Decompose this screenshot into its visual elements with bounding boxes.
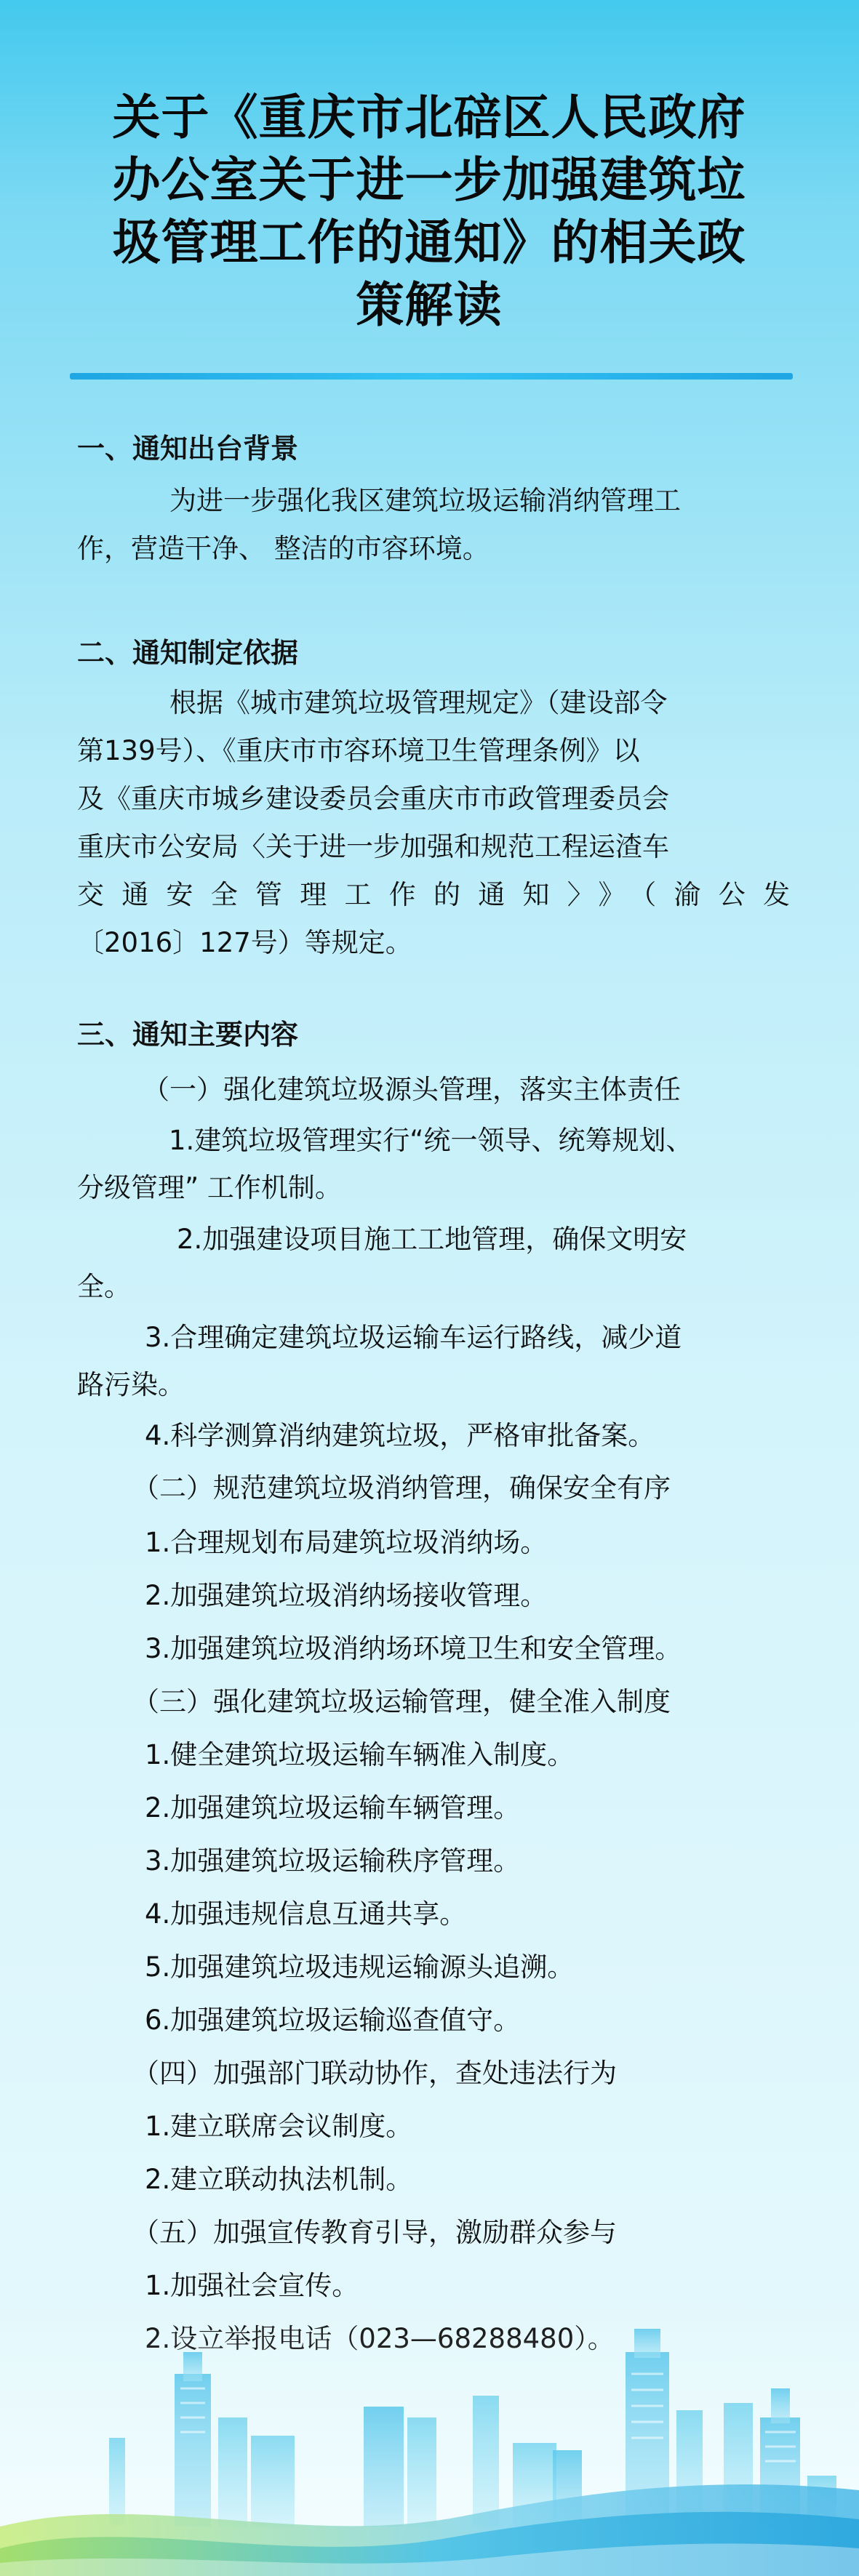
subheading-5: （五）加强宣传教育引导，激励群众参与 <box>132 2217 617 2248</box>
title-divider <box>70 373 793 380</box>
poster-title <box>58 86 800 336</box>
list-item-cont: 全。 <box>77 1271 131 1302</box>
text-line: 交通安全管理工作的通知〉》（渝公发 <box>77 879 790 910</box>
list-item: 2.加强建筑垃圾运输车辆管理。 <box>145 1792 521 1823</box>
subheading-1: （一）强化建筑垃圾源头管理，落实主体责任 <box>143 1074 681 1105</box>
text-line: 作，营造干净、 整洁的市容环境。 <box>77 533 490 564</box>
list-item: 6.加强建筑垃圾运输巡查值守。 <box>145 2005 521 2036</box>
text-line: 根据《城市建筑垃圾管理规定》（建设部令 <box>169 687 668 718</box>
title-line: 办公室关于进一步加强建筑垃 <box>112 151 746 208</box>
subheading-3: （三）强化建筑垃圾运输管理，健全准入制度 <box>132 1686 671 1717</box>
list-item: 5.加强建筑垃圾违规运输源头追溯。 <box>145 1951 575 1983</box>
title-line: 圾管理工作的通知》的相关政 <box>112 214 746 270</box>
list-item: 3.加强建筑垃圾消纳场环境卫生和安全管理。 <box>145 1633 682 1664</box>
text-line: 〔2016〕127号）等规定。 <box>77 927 412 958</box>
text-line: 为进一步强化我区建筑垃圾运输消纳管理工 <box>169 485 681 516</box>
list-item: 2.加强建筑垃圾消纳场接收管理。 <box>145 1580 548 1611</box>
list-item: 2.建立联动执法机制。 <box>145 2164 413 2195</box>
section-background-text <box>77 477 790 573</box>
list-item-cont: 路污染。 <box>77 1369 185 1400</box>
list-item: 1.建筑垃圾管理实行“统一领导、统筹规划、 <box>169 1125 693 1156</box>
section-heading-basis: 二、通知制定依据 <box>77 637 299 669</box>
section-heading-background: 一、通知出台背景 <box>77 433 299 465</box>
text-line: 第139号）、《重庆市市容环境卫生管理条例》以 <box>77 735 640 766</box>
list-item: 4.加强违规信息互通共享。 <box>145 1898 467 1930</box>
section-heading-content: 三、通知主要内容 <box>77 1019 299 1051</box>
list-item: 3.合理确定建筑垃圾运输车运行路线，减少道 <box>145 1322 682 1353</box>
list-item-cont: 分级管理” 工作机制。 <box>77 1172 342 1203</box>
city-skyline-illustration <box>0 2308 859 2576</box>
subheading-2: （二）规范建筑垃圾消纳管理，确保安全有序 <box>132 1472 671 1504</box>
list-item: 1.建立联席会议制度。 <box>145 2111 413 2142</box>
text-line: 重庆市公安局〈关于进一步加强和规范工程运渣车 <box>77 831 669 862</box>
title-line: 策解读 <box>356 276 503 333</box>
list-item: 1.合理规划布局建筑垃圾消纳场。 <box>145 1527 548 1558</box>
list-item: 1.加强社会宣传。 <box>145 2270 359 2301</box>
title-line: 关于《重庆市北碚区人民政府 <box>112 89 746 145</box>
list-item: 3.加强建筑垃圾运输秩序管理。 <box>145 1845 521 1877</box>
subheading-4: （四）加强部门联动协作，查处违法行为 <box>132 2058 617 2089</box>
section-basis-text <box>77 679 790 967</box>
list-item: 4.科学测算消纳建筑垃圾，严格审批备案。 <box>145 1420 655 1451</box>
text-line: 及《重庆市城乡建设委员会重庆市市政管理委员会 <box>77 783 669 814</box>
list-item: 1.健全建筑垃圾运输车辆准入制度。 <box>145 1739 575 1770</box>
list-item: 2.加强建设项目施工工地管理，确保文明安 <box>177 1224 687 1255</box>
